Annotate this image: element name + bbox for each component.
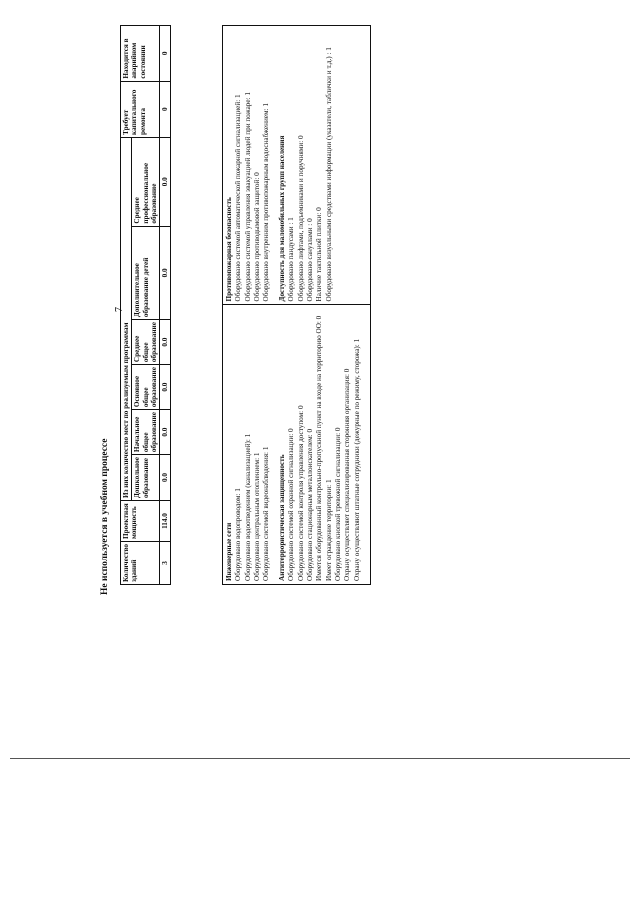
value-buildings: 3 xyxy=(160,541,171,584)
info-row xyxy=(223,26,371,585)
header-primary: Начальное общее образование xyxy=(132,410,160,455)
antiterror-item: Оборудовано стационарным металлоискателем: 0 xyxy=(305,428,314,581)
engineering-item: Оборудовано системой видеонаблюдения: 1 xyxy=(262,446,271,581)
accessibility-item: Наличие тактильной плитки: 0 xyxy=(315,207,324,302)
page-divider-line xyxy=(10,758,630,759)
fire-safety-item: Оборудовано внутренним противопожарным водоснабжением: 1 xyxy=(262,103,271,302)
antiterror-item: Имеет ограждение территории: 1 xyxy=(324,479,333,581)
value-basic: 0.0 xyxy=(160,365,171,410)
value-emergency: 0 xyxy=(160,26,171,82)
fire-safety-block xyxy=(225,29,272,302)
rotated-page-content xyxy=(90,15,640,595)
value-repair: 0 xyxy=(160,81,171,137)
antiterror-item: Охрану осуществляют штатные сотрудники (дежурные по режиму, сторожа): 1 xyxy=(352,338,361,581)
header-additional: Дополнительное образование детей xyxy=(132,226,160,320)
stats-header-row xyxy=(121,26,132,585)
header-capacity: Проектная мощность xyxy=(121,501,160,542)
value-capacity: 114.0 xyxy=(160,501,171,542)
page-number: 7 xyxy=(114,307,125,312)
value-secondary: 0.0 xyxy=(160,320,171,365)
value-vocational: 0.0 xyxy=(160,137,171,226)
header-vocational: Среднее профессиональное образование xyxy=(132,137,160,226)
header-secondary: Среднее общее образование xyxy=(132,320,160,365)
engineering-block xyxy=(225,309,272,582)
header-basic: Основное общее образование xyxy=(132,365,160,410)
antiterror-title: Антитеррористическая защищенность xyxy=(277,454,286,581)
header-preschool: Дошкольное образование xyxy=(132,455,160,501)
accessibility-block xyxy=(278,29,334,302)
fire-safety-title: Противопожарная безопасность xyxy=(225,197,233,302)
header-places-group: Из них количество мест по реализуемым программам xyxy=(121,137,132,500)
stats-data-row xyxy=(160,26,171,585)
info-table xyxy=(222,25,371,585)
fire-safety-item: Оборудовано системой управления эвакуацией людей при пожаре: 1 xyxy=(243,92,252,302)
header-emergency: Находится в аварийном состоянии xyxy=(121,26,160,82)
antiterror-item: Оборудовано системой контроля управления доступом: 0 xyxy=(296,405,305,581)
accessibility-item: Оборудовано пандусами : 1 xyxy=(287,217,296,302)
info-right-cell xyxy=(223,26,371,306)
stats-table xyxy=(120,25,171,585)
accessibility-item: Оборудовано санузлами : 0 xyxy=(305,218,314,302)
engineering-title: Инженерные сети xyxy=(225,522,233,581)
antiterror-item: Оборудовано системой охранной сигнализации: 0 xyxy=(287,428,296,581)
antiterror-item: Охрану осуществляет специализированная сторонняя организация: 0 xyxy=(343,368,352,581)
engineering-item: Оборудовано водопроводом: 1 xyxy=(234,488,243,581)
value-additional: 0.0 xyxy=(160,226,171,320)
value-preschool: 0.0 xyxy=(160,455,171,501)
accessibility-title: Доступность для маломобильных групп населения xyxy=(277,135,286,302)
header-buildings: Количество зданий xyxy=(121,541,160,584)
antiterror-block xyxy=(278,309,362,582)
antiterror-item: Оборудовано кнопкой тревожной сигнализации: 0 xyxy=(333,427,342,581)
info-left-cell xyxy=(223,305,371,585)
section-heading: Не используется в учебном процессе xyxy=(100,438,110,595)
accessibility-item: Оборудовано визуальными средствами информации (указатели, таблички и т.д.) : 1 xyxy=(324,47,333,302)
fire-safety-item: Оборудовано противодымовой защитой: 0 xyxy=(253,172,262,302)
engineering-item: Оборудовано водоотведением (канализацией): 1 xyxy=(243,433,252,581)
accessibility-item: Оборудовано лифтами, подъемниками и поручнями: 0 xyxy=(296,135,305,302)
antiterror-item: Имеется оборудованный контрольно-пропускной пункт на входе на территорию ОО: 0 xyxy=(315,315,324,581)
header-repair: Требует капитального ремонта xyxy=(121,81,160,137)
engineering-item: Оборудовано центральным отоплением: 1 xyxy=(253,452,262,581)
value-primary: 0.0 xyxy=(160,410,171,455)
fire-safety-item: Оборудовано системой автоматической пожарной сигнализацией: 1 xyxy=(234,94,243,302)
